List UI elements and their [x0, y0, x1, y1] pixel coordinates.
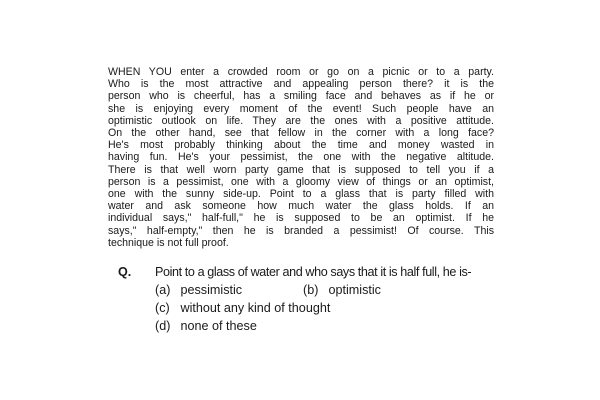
passage-line: He's most probably thinking about the time and money wasted in	[108, 139, 494, 152]
option-c-key: (c)	[155, 301, 170, 315]
option-a-text: pessimistic	[180, 283, 243, 297]
passage-line: individual says," half-full," he is supposed to be an optimist. If he	[108, 212, 494, 225]
option-d-text: none of these	[180, 319, 257, 333]
passage-line: WHEN YOU enter a crowded room or go on a picnic or to a party.	[108, 66, 494, 78]
passage-line: There is that well worn party game that is supposed to tell you if a	[108, 163, 494, 176]
passage-line: optimistic outlook on life. They are the ones with a positive attitude.	[108, 114, 494, 127]
option-d[interactable]	[155, 317, 257, 335]
option-b-text: optimistic	[328, 283, 381, 297]
passage-line: Who is the most attractive and appealing person there? it is the	[108, 78, 494, 91]
option-c-text: without any kind of thought	[180, 301, 331, 315]
passage-line: technique is not full proof.	[108, 236, 229, 249]
option-a-key: (a)	[155, 283, 171, 297]
question-label: Q.	[118, 265, 132, 279]
option-d-key: (d)	[155, 319, 171, 333]
option-c[interactable]	[155, 299, 330, 317]
passage-line: person who is cheerful, has a smiling face and behaves as if he or	[108, 90, 494, 103]
option-a[interactable]	[155, 281, 242, 299]
question-text: Point to a glass of water and who says that it is half full, he is-	[155, 265, 472, 279]
passage-line: having fun. He's your pessimist, the one with the negative altitude.	[108, 151, 494, 164]
passage-line: she is enjoying every moment of the event! Such people have an	[108, 102, 494, 115]
reading-passage	[108, 66, 494, 249]
option-b-key: (b)	[303, 283, 319, 297]
passage-line: one with the sunny side-up. Point to a glass that is party filled with	[108, 188, 494, 201]
passage-line: On the other hand, see that fellow in the corner with a long face?	[108, 127, 494, 140]
passage-line: person is a pessimist, one with a gloomy view of things or an optimist,	[108, 175, 494, 188]
passage-line: water and ask someone how much water the glass holds. If an	[108, 200, 494, 213]
option-b[interactable]	[303, 281, 381, 299]
passage-line: says," half-empty," then he is branded a pessimist! Of course. This	[108, 224, 494, 237]
